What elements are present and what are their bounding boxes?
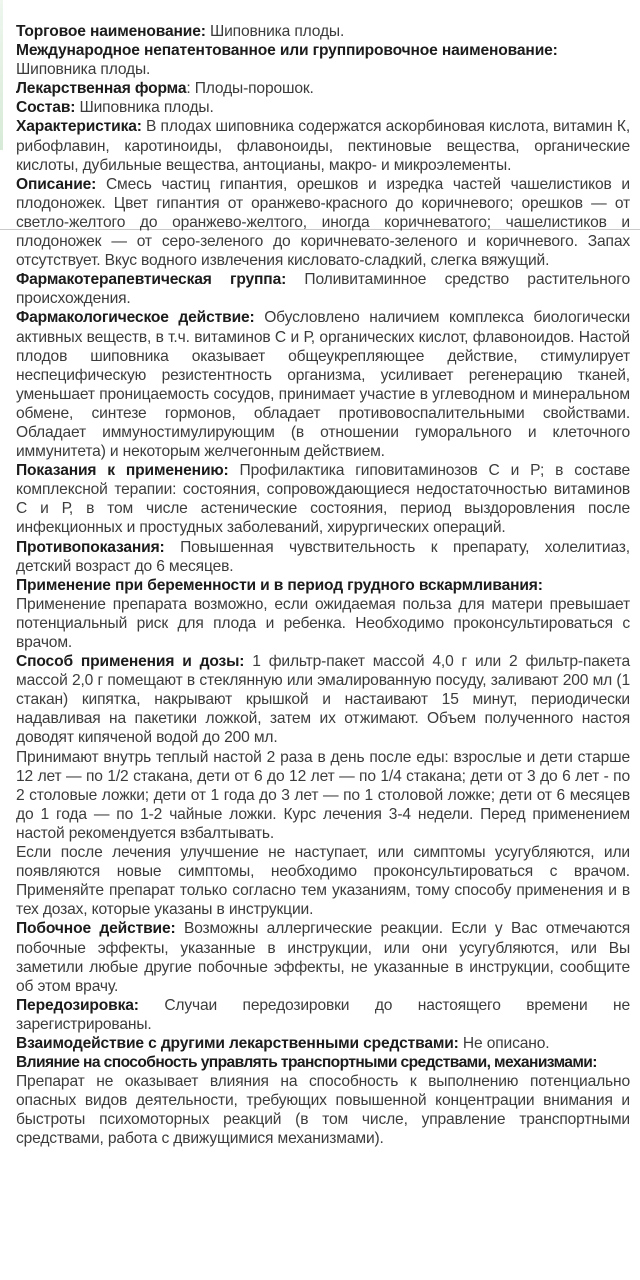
section-description [16, 175, 630, 270]
section-label: Состав: [16, 99, 76, 117]
section-label: Применение при беременности и в период грудного вскармливания: [16, 576, 543, 594]
section-inn [16, 41, 630, 79]
section-text: Шиповника плоды. [205, 23, 345, 40]
section-text: Возможны аллергические реакции. Если у Вас отмечаются побочные эффекты, указанные в инструкции, или они усугубляются, или Вы заметили любые другие побочные эффекты, не указанные в инструкции, сообщите об этом врачу. [16, 920, 631, 995]
section-label: Торговое наименование: [16, 23, 206, 40]
medicine-instructions [16, 22, 630, 1149]
section-pregnancy [16, 576, 630, 652]
section-label: Взаимодействие с другими лекарственными средствами: [16, 1034, 459, 1052]
section-label: Противопоказания: [16, 538, 165, 556]
section-dosage-intake [16, 748, 630, 843]
section-label: Показания к применению: [16, 462, 229, 480]
section-label: Описание: [16, 175, 97, 193]
section-text: Применение препарата возможно, если ожидаемая польза для матери превышает потенциальный риск для плода и ребенка. Необходимо проконсультироваться с врачом. [16, 595, 630, 651]
section-text: Шиповника плоды. [16, 61, 151, 79]
section-text: Повышенная чувствительность к препарату, холелитиаз, детский возраст до 6 месяцев. [16, 538, 630, 575]
section-interactions [16, 1034, 630, 1053]
section-composition [16, 98, 630, 117]
section-dosage-form [16, 79, 630, 98]
section-text: В плодах шиповника содержатся аскорбиновая кислота, витамин К, рибофлавин, каротиноиды, флавоноиды, пектиновые вещества, органические кислоты, дубильные вещества, антоцианы, макро- и микроэлементы. [16, 118, 630, 174]
section-characteristics [16, 117, 630, 174]
section-dosage [16, 652, 630, 747]
section-label: Фармакотерапевтическая группа: [16, 271, 287, 289]
section-label: Способ применения и дозы: [16, 653, 245, 671]
section-text: Обусловлено наличием комплекса биологически активных веществ, в т.ч. витаминов С и Р, органических кислот, флавоноидов. Настой плодов шиповника оказывает общеукрепляющее действие, стимулирует неспецифическую резистентность организма, усиливает регенерацию тканей, уменьшает проницаемость сосудов, принимает участие в углеводном и минеральном обмене, синтезе гормонов, обладает противовоспалительными свойствами. Обладает иммуностимулирующим (в отношении гуморального и клеточного иммунитета) и некоторым желчегонным действием. [16, 309, 630, 461]
section-pharmacotherapeutic-group [16, 270, 630, 308]
section-trade-name [16, 22, 630, 41]
section-text: : Плоды-порошок. [186, 80, 314, 98]
section-label: Фармакологическое действие: [16, 309, 255, 327]
section-driving [16, 1053, 630, 1148]
section-label: Международное непатентованное или группировочное наименование: [16, 42, 558, 60]
section-text: 1 фильтр-пакет массой 4,0 г или 2 фильтр-пакета массой 2,0 г помещают в стеклянную или эмалированную посуду, заливают 200 мл (1 стакан) кипятка, накрывают крышкой и настаивают 15 минут, периодически надавливая на пакетики ложкой, затем их отжимают. Объем полученного настоя доводят кипяченой водой до 200 мл. [16, 653, 630, 747]
section-side-effects [16, 919, 630, 995]
section-dosage-warning [16, 843, 630, 919]
section-text: Профилактика гиповитаминозов С и Р; в составе комплексной терапии: состояния, сопровождающиеся недостаточностью витаминов С и Р, в том числе астенические состояния, период выздоровления после инфекционных и простудных заболеваний, хирургических операций. [16, 462, 631, 537]
section-label: Побочное действие: [16, 920, 176, 938]
section-label: Характеристика: [16, 118, 142, 136]
section-text: Поливитаминное средство растительного происхождения. [16, 271, 630, 308]
section-text: Не описано. [458, 1034, 550, 1052]
section-text: Смесь частиц гипантия, орешков и изредка частей чашелистиков и плодоножек. Цвет гипантия от оранжево-красного до коричневого; орешков — от светло-желтого до оранжево-желтого, иногда коричневатого; чашелистиков и плодоножек — от серо-зеленого до коричневато-зеленого и коричневого. Запах отсутствует. Вкус водного извлечения кисловато-сладкий, слегка вяжущий. [16, 175, 630, 270]
section-label: Лекарственная форма [16, 80, 187, 98]
section-indications [16, 461, 630, 537]
left-edge-accent [0, 0, 3, 150]
section-contraindications [16, 538, 630, 576]
section-text: Если после лечения улучшение не наступает, или симптомы усугубляются, или появляются новые симптомы, необходимо проконсультироваться с врачом. Применяйте препарат только согласно тем указаниям, тому способу применения и в тех дозах, которые указаны в инструкции. [16, 844, 630, 919]
section-label: Передозировка: [16, 996, 139, 1014]
section-overdose [16, 996, 630, 1034]
section-label: Влияние на способность управлять транспортными средствами, механизмами: [16, 1054, 597, 1072]
section-text: Случаи передозировки до настоящего времени не зарегистрированы. [16, 996, 630, 1033]
section-pharmacological-action [16, 308, 630, 461]
section-text: Принимают внутрь теплый настой 2 раза в день после еды: взрослые и дети старше 12 лет — по 1/2 стакана, дети от 6 до 12 лет — по 1/4 стакана; дети от 3 до 6 лет - по 2 столовые ложки; дети от 1 года до 3 лет — по 1 столовой ложке; дети от 6 месяцев до 1 года — по 1-2 чайные ложки. Курс лечения 3-4 недели. Перед применением настой рекомендуется взбалтывать. [16, 748, 630, 842]
section-text: Шиповника плоды. [75, 99, 214, 117]
section-text: Препарат не оказывает влияния на способность к выполнению потенциально опасных видов деятельности, требующих повышенной концентрации внимания и быстроты психомоторных реакций (в том числе, управление транспортными средствами, работа с движущимися механизмами). [16, 1073, 630, 1148]
